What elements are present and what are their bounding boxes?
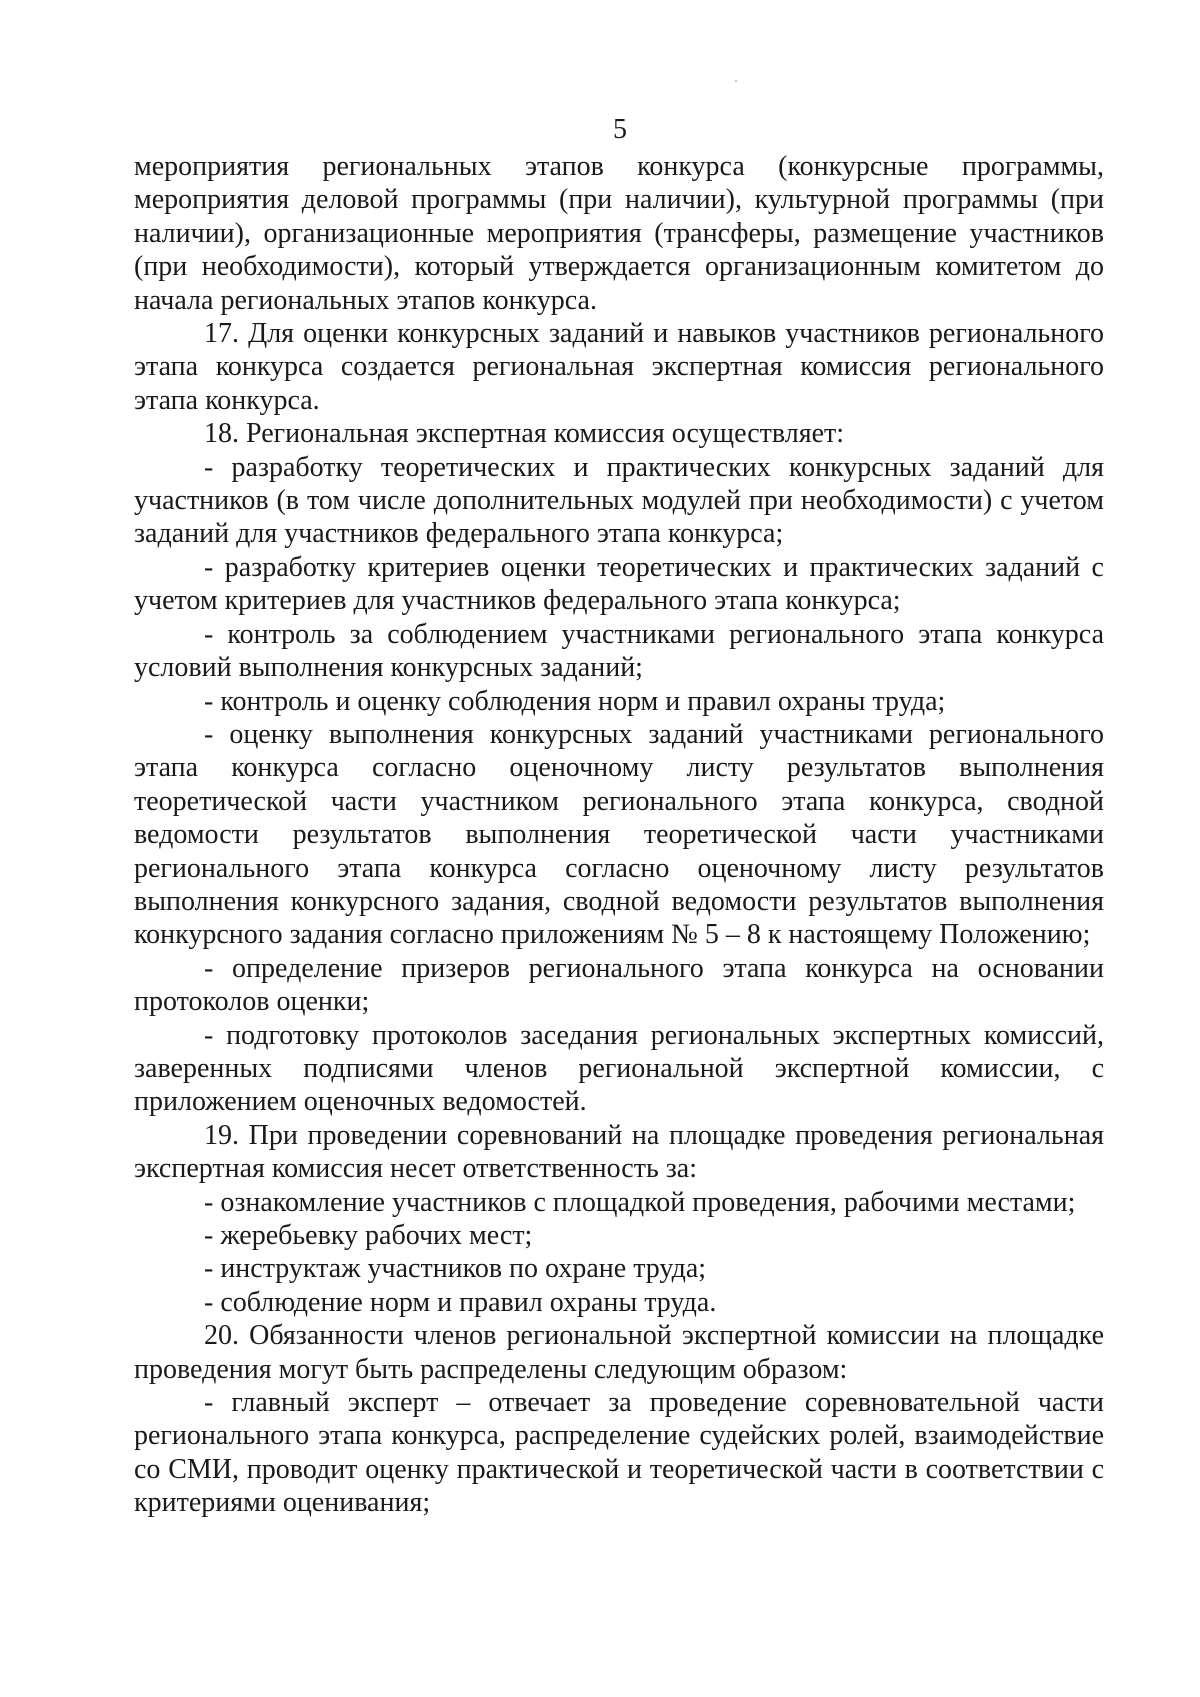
paragraph: - подготовку протоколов заседания региональных экспертных комиссий, заверенных подписями членов региональной экспертной комиссии, с приложением оценочных ведомостей. xyxy=(134,1019,1104,1118)
paragraph: 17. Для оценки конкурсных заданий и навыков участников регионального этапа конкурса создается региональная экспертная комиссия регионального этапа конкурса. xyxy=(134,318,1104,416)
paragraph: - жеребьевку рабочих мест; xyxy=(204,1220,533,1251)
page-number: 5 xyxy=(613,114,627,145)
paragraph: - определение призеров регионального этапа конкурса на основании протоколов оценки; xyxy=(134,952,1104,1018)
paragraph: - ознакомление участников с площадкой проведения, рабочими местами; xyxy=(204,1186,1076,1218)
scan-speck xyxy=(735,80,737,82)
paragraph: - контроль за соблюдением участниками регионального этапа конкурса условий выполнения конкурсных заданий; xyxy=(134,618,1104,684)
paragraph: - оценку выполнения конкурсных заданий участниками регионального этапа конкурса согласно оценочному листу результатов выполнения теоретической части участником регионального этапа конкурса, сводной ведомости результатов выполнения теоретической части участниками регионального этапа конкурса согласно оценочному листу результатов выполнения конкурсного задания, сводной ведомости результатов выполнения конкурсного задания согласно приложениям № 5 – 8 к настоящему Положению; xyxy=(134,718,1104,951)
paragraph: 18. Региональная экспертная комиссия осуществляет: xyxy=(204,418,845,450)
paragraph: 19. При проведении соревнований на площадке проведения региональная экспертная комиссия несет ответственность за: xyxy=(134,1119,1104,1185)
paragraph: - разработку теоретических и практических конкурсных заданий для участников (в том числе дополнительных модулей при необходимости) с учетом заданий для участников федерального этапа конкурса; xyxy=(134,451,1104,550)
paragraph: - главный эксперт – отвечает за проведение соревновательной части регионального этапа конкурса, распределение судейских ролей, взаимодействие со СМИ, проводит оценку практической и теоретической части в соответствии с критериями оценивания; xyxy=(134,1387,1104,1519)
paragraph: мероприятия региональных этапов конкурса (конкурсные программы, мероприятия деловой программы (при наличии), культурной программы (при наличии), организационные мероприятия (трансферы, размещение участников (при необходимости), который утверждается организационным комитетом до начала региональных этапов конкурса. xyxy=(134,151,1104,316)
paragraph: 20. Обязанности членов региональной экспертной комиссии на площадке проведения могут быть распределены следующим образом: xyxy=(134,1320,1104,1385)
paragraph: - инструктаж участников по охране труда; xyxy=(204,1253,707,1285)
paragraph: - контроль и оценку соблюдения норм и правил охраны труда; xyxy=(204,685,946,717)
paragraph: - соблюдение норм и правил охраны труда. xyxy=(204,1286,717,1318)
document-body xyxy=(134,150,1104,1520)
paragraph: - разработку критериев оценки теоретических и практических заданий с учетом критериев для участников федерального этапа конкурса; xyxy=(134,551,1104,617)
